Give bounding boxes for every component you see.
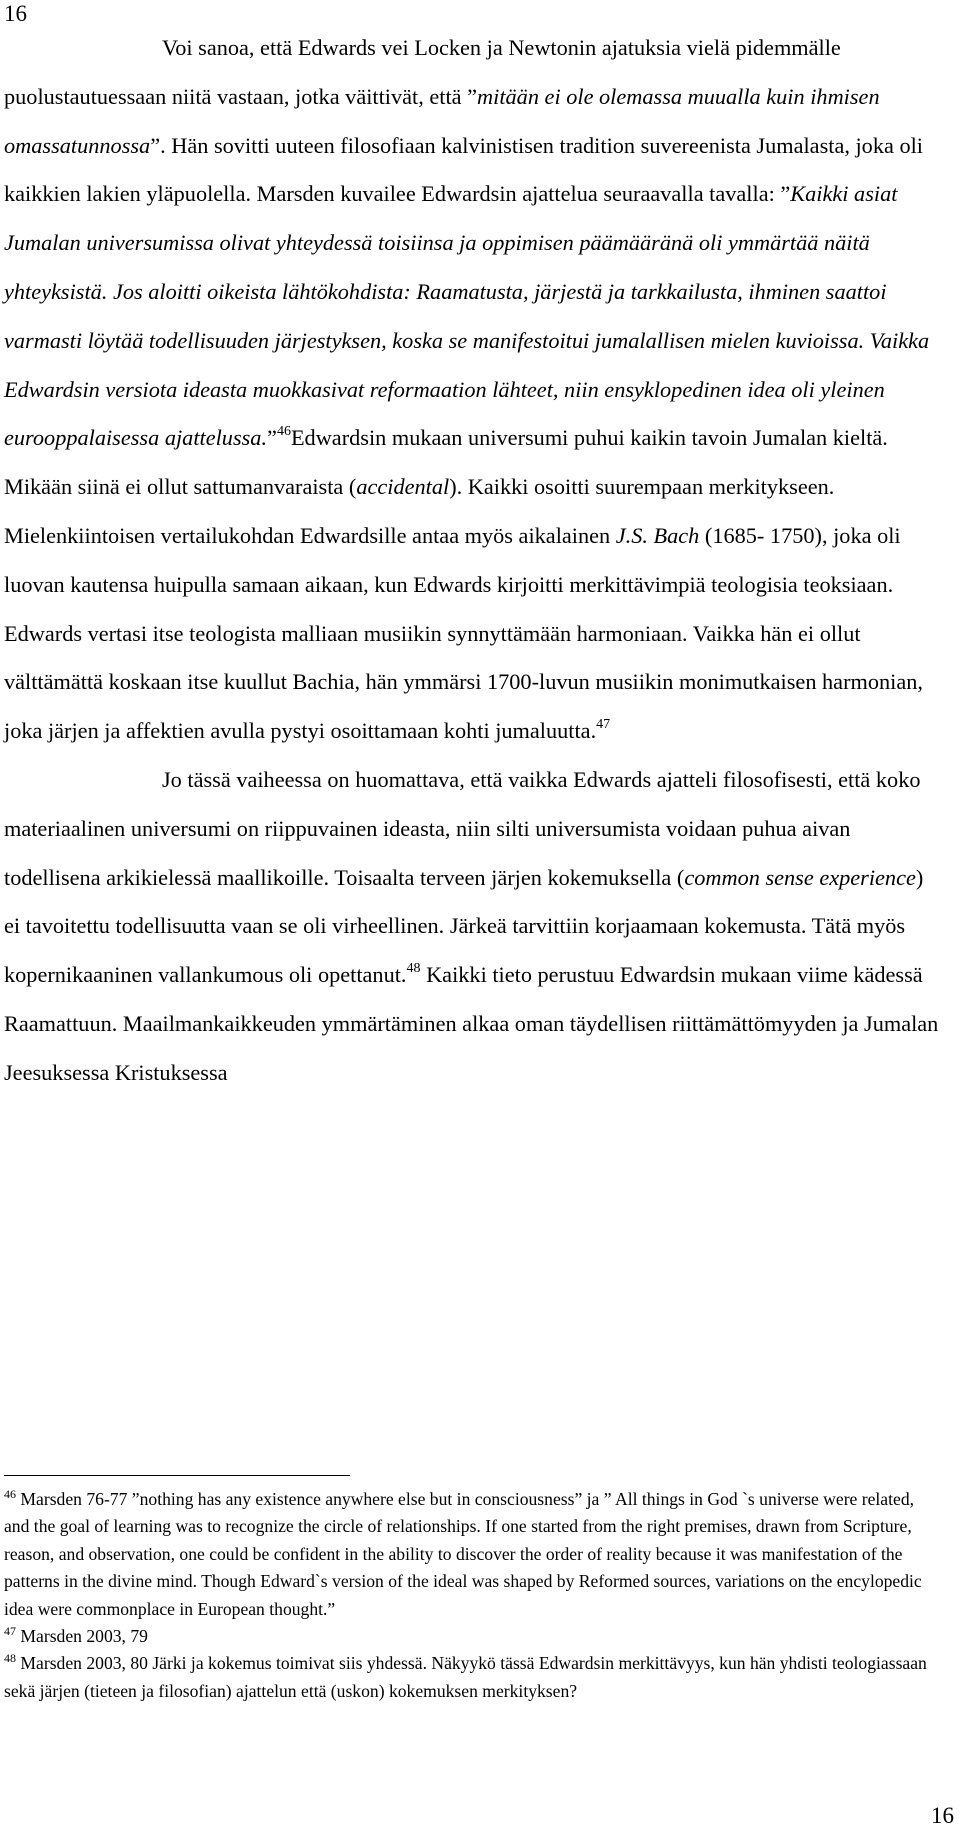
- p1-italic-4: J.S. Bach: [615, 522, 700, 548]
- paragraph-1: [4, 24, 940, 756]
- p1-text-6: (1685- 1750), joka oli luovan kautensa huipulla samaan aikaan, kun Edwards kirjoitti merkittävimpiä teologisia teoksiaan. Edwards vertasi itse teologista malliaan musiikin synnyttämään harmoniaan. Vaikka hän ei ollut välttämättä koskaan itse kuullut Bachia, hän ymmärsi 1700-luvun musiikin monimutkaisen harmonian, joka järjen ja affektien avulla pystyi osoittamaan kohti jumaluutta.: [4, 522, 923, 744]
- paragraph-2: [4, 756, 940, 1098]
- page-number-bottom: 16: [931, 1803, 954, 1828]
- footnote-number: 47: [4, 1624, 16, 1639]
- footnote-ref-47[interactable]: 47: [596, 717, 611, 733]
- p1-text-3: ”: [267, 425, 277, 451]
- footnote-separator: [4, 1475, 350, 1476]
- p1-italic-3: accidental: [356, 474, 450, 500]
- footnotes: [4, 1486, 940, 1705]
- footnote-48: [4, 1650, 940, 1705]
- footnote-text: Marsden 2003, 79: [16, 1626, 148, 1647]
- p1-text-5: ). Kaikki osoitti suurempaan merkitykseen. Mielenkiintoisen vertailukohdan Edwardsille antaa myös aikalainen: [4, 474, 835, 548]
- p2-italic-1: common sense experience: [684, 864, 916, 890]
- p2-text-2: ) ei tavoitettu todellisuutta vaan se oli virheellinen. Järkeä tarvittiin korjaamaan kokemusta. Tätä myös kopernikaaninen vallankumous oli opettanut.: [4, 864, 924, 988]
- footnote-text: Marsden 2003, 80 Järki ja kokemus toimivat siis yhdessä. Näkyykö tässä Edwardsin merkittävyys, kun hän yhdisti teologiassaan sekä järjen (tieteen ja filosofian) ajattelun että (uskon) kokemuksen merkityksen?: [4, 1653, 927, 1701]
- footnote-ref-48[interactable]: 48: [406, 961, 421, 977]
- p2-text-3: Kaikki tieto perustuu Edwardsin mukaan viime kädessä Raamattuun. Maailmankaikkeuden ymmärtäminen alkaa oman täydellisen riittämättömyyden ja Jumalan Jeesuksessa Kristuksessa: [4, 962, 939, 1085]
- footnote-text: Marsden 76-77 ”nothing has any existence anywhere else but in consciousness” ja ” All things in God `s universe were related, and the goal of learning was to recognize the circle of relationships. If one started from the right premises, drawn from Scripture, reason, and observation, one could be confident in the ability to discover the order of reality because it was manifestation of the patterns in the divine mind. Though Edward`s version of the ideal was shaped by Reformed sources, variations on the encylopedic idea were commonplace in European thought.”: [4, 1489, 922, 1619]
- body-text: [4, 24, 940, 1098]
- footnote-ref-46[interactable]: 46: [276, 424, 291, 440]
- p1-text-1: Voi sanoa, että Edwards vei Locken ja Newtonin ajatuksia vielä pidemmälle puolustautuessaan niitä vastaan, jotka väittivät, että ”: [4, 35, 841, 109]
- footnote-number: 46: [4, 1487, 16, 1501]
- footnote-47: [4, 1623, 940, 1650]
- p1-italic-1: mitään ei ole olemassa muualla kuin ihmisen omassatunnossa: [4, 83, 880, 158]
- p1-text-2: ”. Hän sovitti uuteen filosofiaan kalvinistisen tradition suvereenista Jumalasta, joka oli kaikkien lakien yläpuolella. Marsden kuvailee Edwardsin ajattelua seuraavalla tavalla: ”: [4, 132, 923, 207]
- p1-italic-2: Kaikki asiat Jumalan universumissa olivat yhteydessä toisiinsa ja oppimisen päämääränä oli ymmärtää näitä yhteyksistä. Jos aloitti oikeista lähtökohdista: Raamatusta, järjestä ja tarkkailusta, ihminen saattoi varmasti löytää todellisuuden järjestyksen, koska se manifestoitui jumalallisen mielen kuvioissa. Vaikka Edwardsin versiota ideasta muokkasivat reformaation lähteet, niin ensyklopedinen idea oli yleinen eurooppalaisessa ajattelussa.: [4, 181, 930, 451]
- footnote-number: 48: [4, 1651, 16, 1666]
- p1-text-4: Edwardsin mukaan universumi puhui kaikin tavoin Jumalan kieltä. Mikään siinä ei ollut sattumanvaraista (: [4, 425, 888, 500]
- p2-text-1: Jo tässä vaiheessa on huomattava, että vaikka Edwards ajatteli filosofisesti, että koko materiaalinen universumi on riippuvainen ideasta, niin silti universumista voidaan puhua aivan todellisena arkikielessä maallikoille. Toisaalta terveen järjen kokemuksella (: [4, 766, 921, 890]
- footnote-46: [4, 1486, 940, 1623]
- page-number-top: 16: [4, 1, 27, 26]
